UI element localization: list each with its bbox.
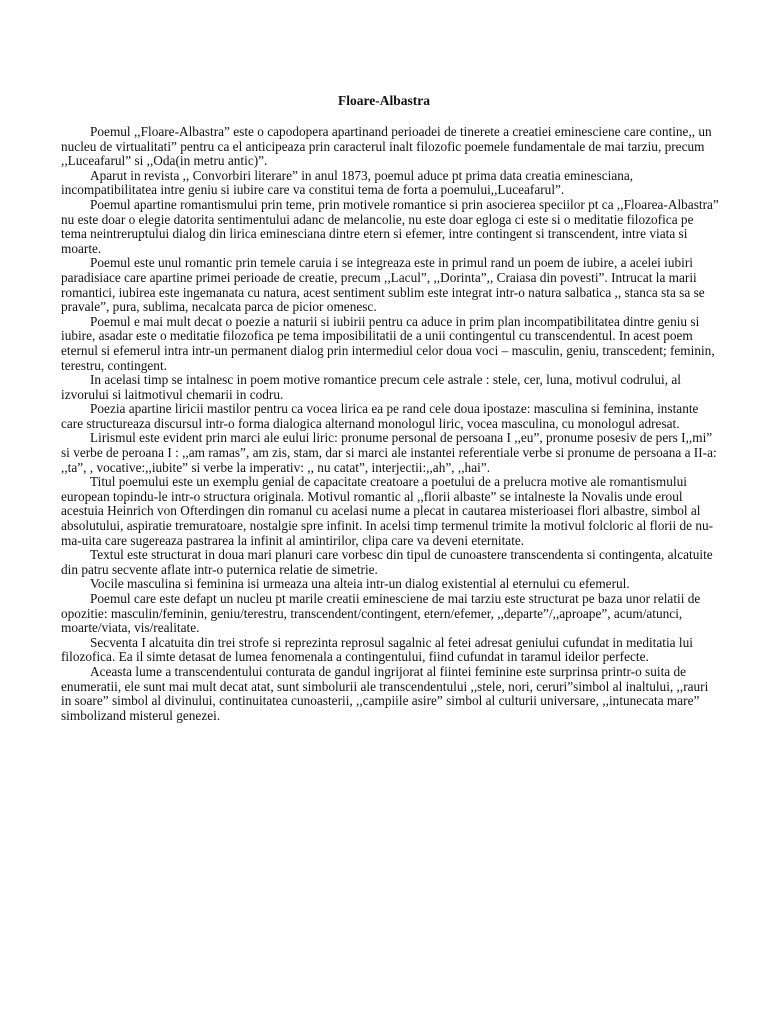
paragraph: Poemul ,,Floare-Albastra” este o capodopera apartinand perioadei de tinerete a creatiei eminesciene care contine,, un nucleu de virtualitati” pentru ca el anticipeaza prin caracterul inalt filozofic poemele fundamentale de mai tarziu, precum ,,Luceafarul” si ,,Oda(in metru antic)”. [61,124,712,169]
paragraph: Poemul e mai mult decat o poezie a naturii si iubirii pentru ca aduce in prim plan incompatibilitatea dintre geniu si iubire, asadar este o meditatie filozofica pe tema imposibilitatii de a unii contingentul cu transcendentul. In acest poem eternul si efemerul intra intr-un permanent dialog prin intermediul celor doua voci – masculin, geniu, transcedent; feminin, terestru, contingent. [61,313,715,373]
document-title: Floare-Albastra [338,93,430,108]
paragraph: Aceasta lume a transcendentului conturata de gandul ingrijorat al fiintei feminine este surprinsa printr-o suita de enumeratii, ele sunt mai mult decat atat, sunt simbolurii ale transcendentului ,,stele, nori, ceruri”simbol al inaltului, ,,rauri in soare” simbol al divinului, continuitatea cunoasterii, ,,campiile asire” simbol al culturii universare, ,,intunecata mare” simbolizand misterul genezei. [61,663,709,723]
paragraph: Poezia apartine liricii mastilor pentru ca vocea lirica ea pe rand cele doua ipostaze: masculina si feminina, instante care structureaza discursul intr-o forma dialogica alternand monologul liric, vocea masculina, cu monologul adresat. [61,401,699,431]
paragraph: Titul poemului este un exemplu genial de capacitate creatoare a poetului de a prelucra motive ale romantismului european topindu-le intr-o structura originala. Motivul romantic al ,,florii albaste” se intalneste la Novalis unde eroul acestuia Heinrich von Ofterdingen din romanul cu acelasi nume a plecat in cautarea misterioasei flori albastre, simbol al absolutului, aspiratie tremuratoare, nostalgie spre infinit. In acelsi timp termenul trimite la motivul folcloric al florii de nu-ma-uita care sugereaza pastrarea la infinit al amintirilor, clipa care va deveni eternitate. [61,474,714,548]
paragraph: Poemul apartine romantismului prin teme, prin motivele romantice si prin asocierea speciilor pt ca ,,Floarea-Albastra” nu este doar o elegie datorita sentimentului adanc de melancolie, nu este doar egloga ci este si o meditatie filozofica pe tema neintreruptului dialog din lirica eminesciana dintre etern si efemer, intre contingent si transcendent, intre viata si moarte. [61,196,719,256]
paragraph: Vocile masculina si feminina isi urmeaza una alteia intr-un dialog existential al eternului cu efemerul. [90,576,630,592]
paragraph: Secventa I alcatuita din trei strofe si reprezinta reprosul sagalnic al fetei adresat geniului cufundat in meditatia lui filozofica. Ea il simte detasat de lumea fenomenala a contingentului, fiind cufundat in taramul ideilor perfecte. [61,634,693,665]
paragraph: Aparut in revista ,, Convorbiri literare” in anul 1873, poemul aduce pt prima data creatia eminesciana, incompatibilitatea intre geniu si iubire care va constitui tema de forta a poemului,,Luceafarul”. [61,167,634,198]
paragraph: Textul este structurat in doua mari planuri care vorbesc din tipul de cunoastere transcendenta si contingenta, alcatuite din patru secvente aflate intr-o puternica relatie de simetrie. [61,547,713,577]
paragraph: In acelasi timp se intalnesc in poem motive romantice precum cele astrale : stele, cer, luna, motivul codrului, al izvorului si laitmotivul chemarii in codru. [61,372,681,402]
document-body [61,125,721,723]
paragraph: Poemul este unul romantic prin temele caruia i se integreaza este in primul rand un poem de iubire, a acelei iubiri paradisiace care apartine primei perioade de creatie, precum ,,Lacul”, ,,Dorinta”,, Craiasa din povesti”. Intrucat la marii romantici, iubirea este ingemanata cu natura, acest sentiment sublim este integrat intr-o natura salbatica ,, stanca sta sa se pravale”, pura, sublima, necalcata parca de picior omenesc. [61,255,705,315]
paragraph: Poemul care este defapt un nucleu pt marile creatii eminesciene de mai tarziu este structurat pe baza unor relatii de opozitie: masculin/feminin, geniu/terestru, transcendent/contingent, etern/efemer, ,,departe”/,,aproape”, acum/atunci, moarte/viata, vis/realitate. [61,591,701,636]
paragraph: Lirismul este evident prin marci ale eului liric: pronume personal de persoana I ,,eu”, pronume posesiv de pers I,,mi” si verbe de peroana I : ,,am ramas”, am zis, stam, dar si marci ale instantei referentiale verbe si pronume de persoana a II-a: ,,ta”, , vocative:,,iubite” si verbe la imperativ: ,, nu catat”, interjectii:,,ah”, ,,hai”. [61,430,717,475]
